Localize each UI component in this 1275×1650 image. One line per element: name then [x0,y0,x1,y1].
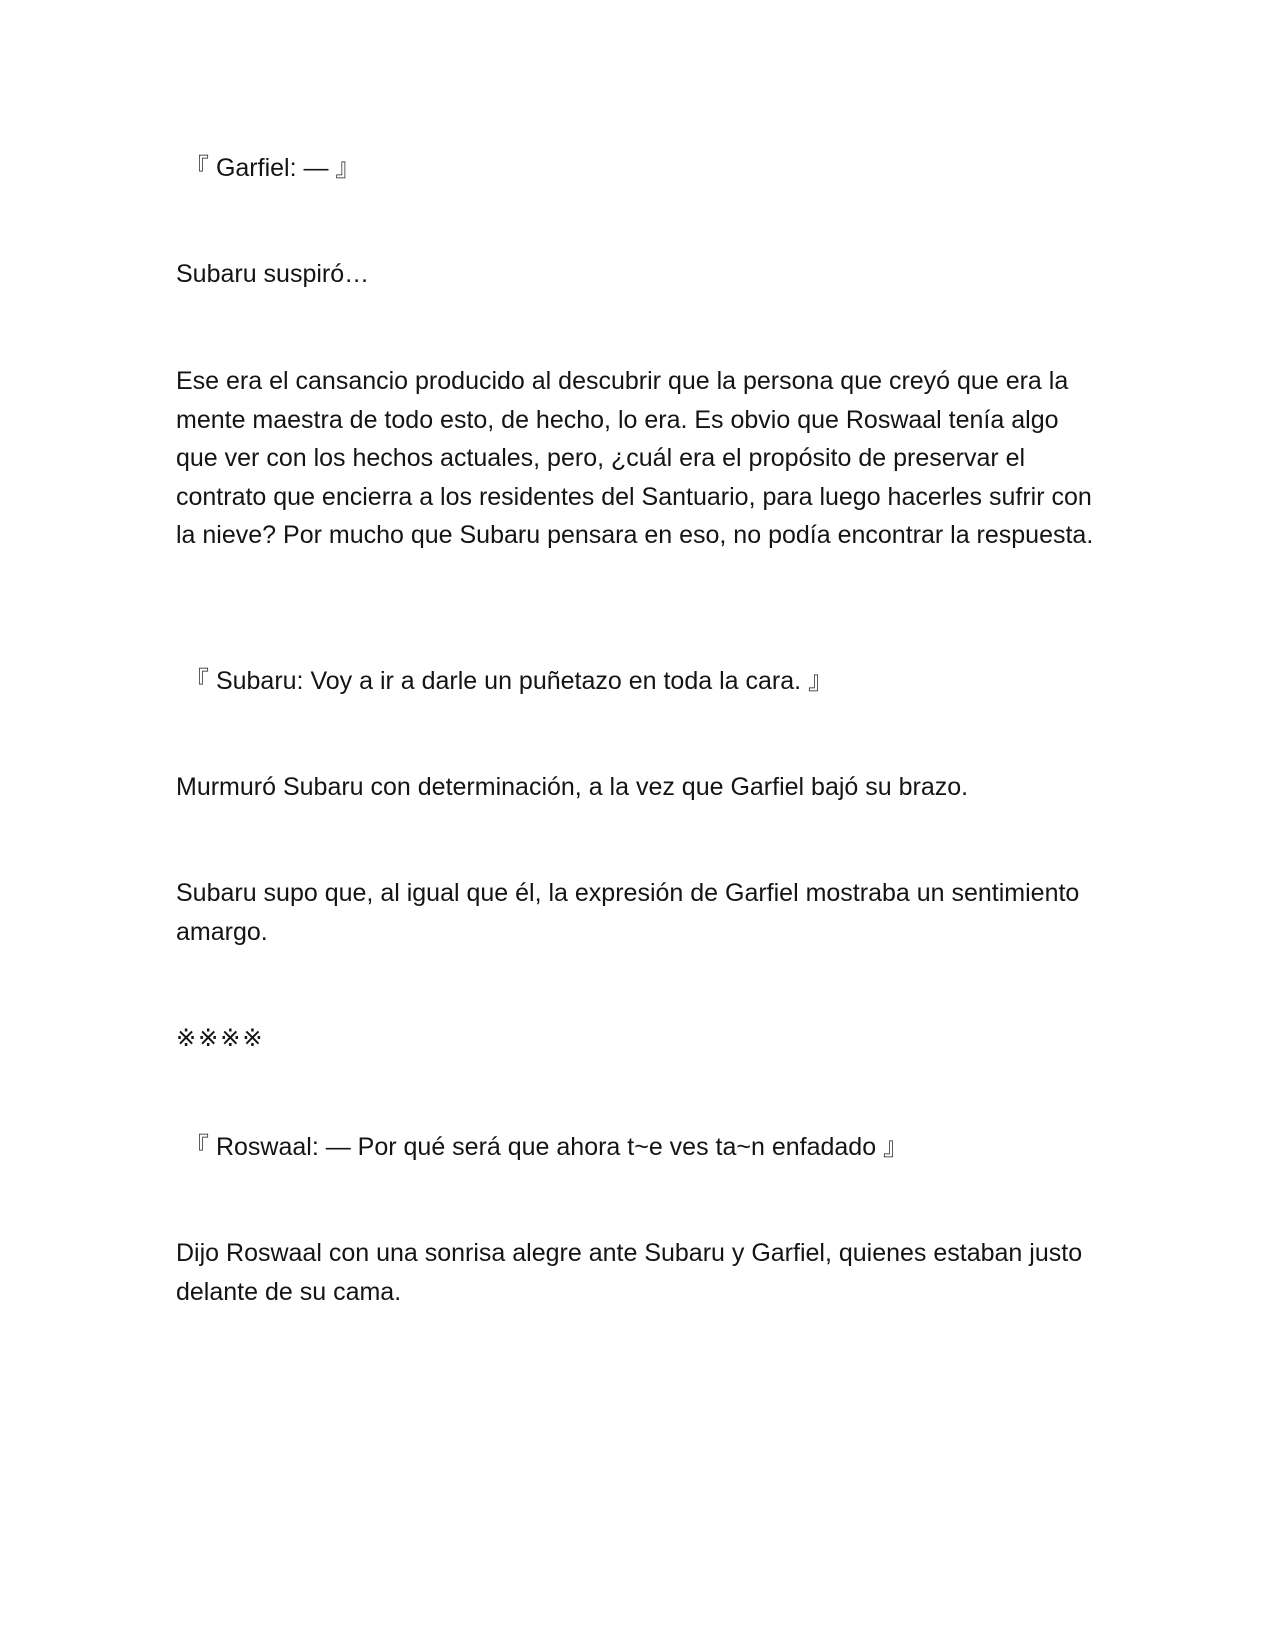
paragraph-murmured: Murmuró Subaru con determinación, a la vez que Garfiel bajó su brazo. [176,773,969,801]
dialogue-subaru: 『 Subaru: Voy a ir a darle un puñetazo en toda la cara. 』 [184,667,834,695]
paragraph-exhaustion: Ese era el cansancio producido al descubrir que la persona que creyó que era la mente maestra de todo esto, de hecho, lo era. Es obvio que Roswaal tenía algo que ver con los hechos actuales, pero, ¿cuál era el propósito de preservar el contrato que encierra a los residentes del Santuario, para luego hacerles sufrir con la nieve? Por mucho que Subaru pensara en eso, no podía encontrar la respuesta. [176,367,1094,549]
paragraph-bitter-feeling: Subaru supo que, al igual que él, la expresión de Garfiel mostraba un sentimiento amargo. [176,879,1080,946]
dialogue-roswaal: 『 Roswaal: — Por qué será que ahora t~e ves ta~n enfadado 』 [184,1133,909,1161]
scene-separator: ※※※※ [176,1024,265,1052]
dialogue-garfiel: 『 Garfiel: — 』 [184,154,361,182]
paragraph-subaru-sighed: Subaru suspiró… [176,260,370,288]
paragraph-roswaal-smile: Dijo Roswaal con una sonrisa alegre ante Subaru y Garfiel, quienes estaban justo delante de su cama. [176,1239,1083,1306]
